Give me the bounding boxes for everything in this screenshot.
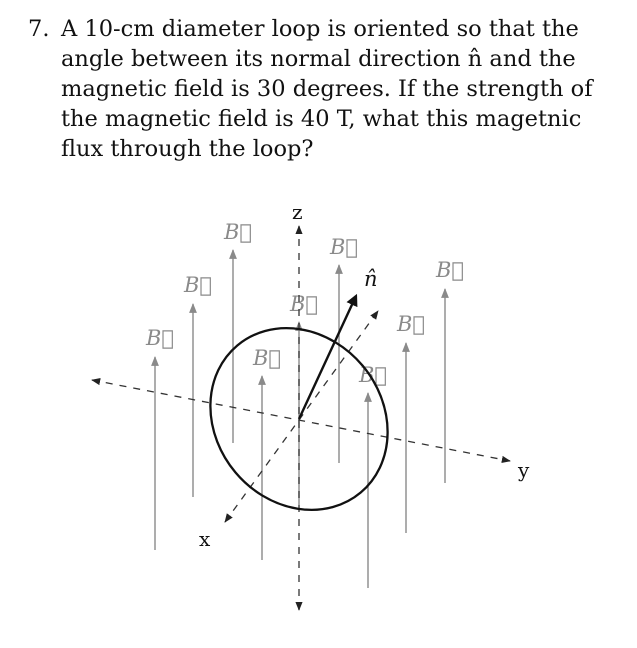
x-axis <box>225 311 378 522</box>
problem-line-1: A 10-cm diameter loop is oriented so that the <box>61 16 579 42</box>
problem-line-3: magnetic field is 30 degrees. If the strength of <box>61 76 593 102</box>
normal-label: n̂ <box>364 267 378 291</box>
problem-number: 7. <box>28 16 50 42</box>
problem-line-5: flux through the loop? <box>61 136 314 162</box>
field-label: B⃗ <box>436 258 465 282</box>
field-label: B⃗ <box>253 346 282 370</box>
y-axis-label: y <box>518 458 530 482</box>
field-label: B⃗ <box>359 363 388 387</box>
z-axis-label: z <box>292 200 303 224</box>
field-label: B⃗ <box>330 235 359 259</box>
field-label: B⃗ <box>397 312 426 336</box>
problem-line-4: the magnetic field is 40 T, what this magetnic <box>61 106 582 132</box>
field-label: B⃗ <box>146 326 175 350</box>
x-axis-label: x <box>199 527 211 551</box>
problem-line-2: angle between its normal direction n̂ and the <box>61 46 576 72</box>
field-label: B⃗ <box>184 273 213 297</box>
field-label: B⃗ <box>224 220 253 244</box>
field-label: B⃗ <box>290 292 319 316</box>
